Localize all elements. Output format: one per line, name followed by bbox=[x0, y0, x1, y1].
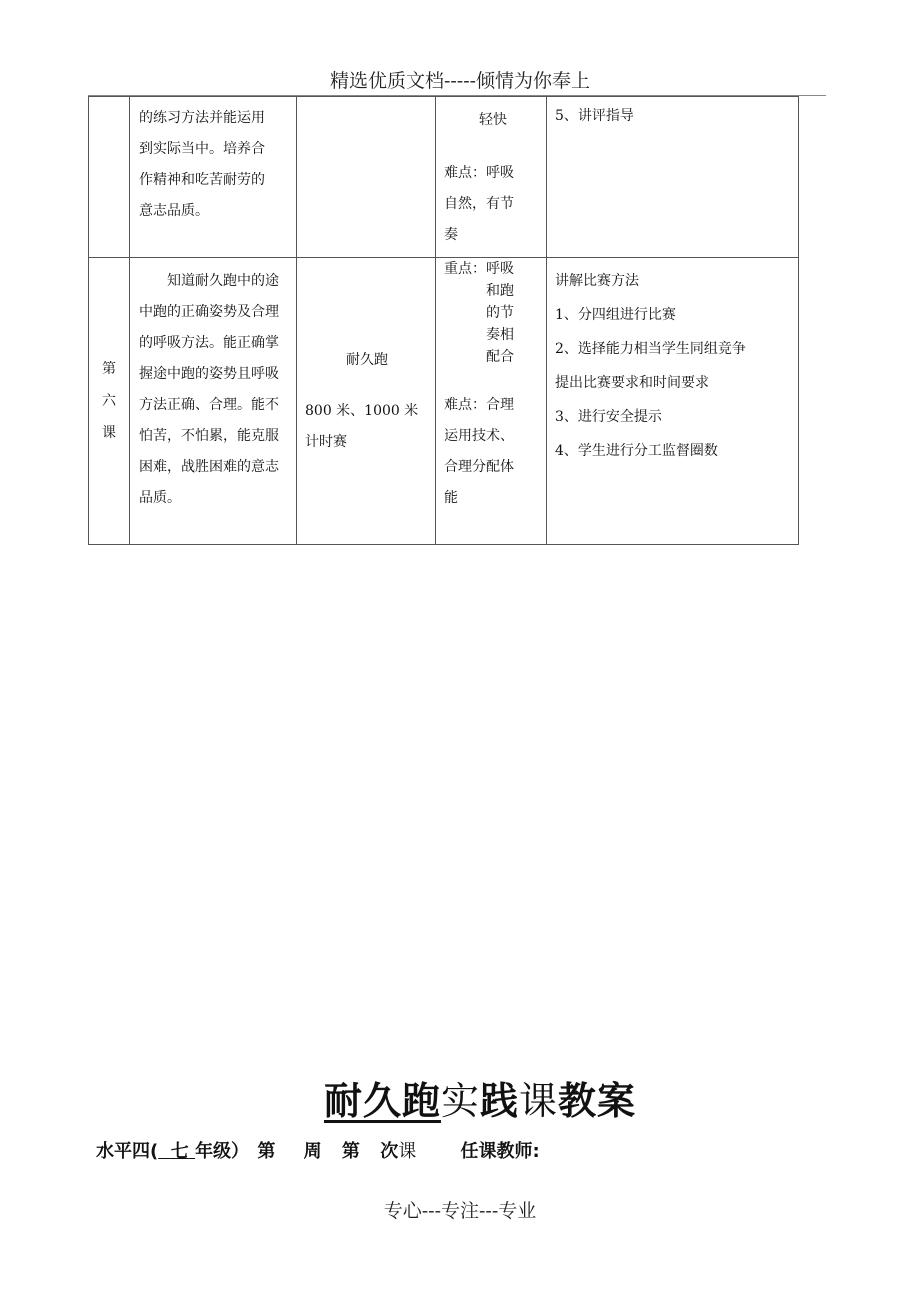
week-label: 周 bbox=[303, 1141, 322, 1162]
method-cell bbox=[547, 258, 799, 545]
objective-line: 的练习方法并能运用 bbox=[139, 110, 265, 126]
page-footer: 专心---专注---专业 bbox=[383, 1200, 537, 1222]
objective-cell bbox=[130, 97, 297, 258]
method-cell bbox=[547, 97, 799, 258]
lesson-char: 第 bbox=[102, 361, 116, 377]
method-line: 5、讲评指导 bbox=[555, 108, 634, 124]
key-line: 奏相 bbox=[486, 327, 514, 343]
difficulty-label: 难点： bbox=[444, 165, 486, 181]
key-difficulty-cell bbox=[436, 258, 547, 545]
lesson-plan-table bbox=[88, 96, 799, 545]
difficulty-line: 奏 bbox=[444, 227, 458, 243]
method-line: 3、进行安全提示 bbox=[555, 409, 662, 425]
method-line: 4、学生进行分工监督圈数 bbox=[555, 443, 718, 459]
method-line: 1、分四组进行比赛 bbox=[555, 307, 676, 323]
method-line: 讲解比赛方法 bbox=[555, 273, 639, 289]
content-line: 800 米、1000 米 bbox=[305, 402, 419, 419]
difficulty-line: 自然，有节 bbox=[444, 196, 514, 212]
content-line: 计时赛 bbox=[305, 433, 347, 450]
lesson-cell bbox=[89, 97, 130, 258]
objective-line: 意志品质。 bbox=[139, 203, 209, 219]
lesson-di: 第 bbox=[341, 1141, 360, 1162]
table-row bbox=[89, 258, 799, 545]
key-difficulty-cell bbox=[436, 97, 547, 258]
difficulty-line: 运用技术、 bbox=[444, 428, 514, 444]
method-line: 提出比赛要求和时间要求 bbox=[555, 375, 709, 391]
title-topic: 耐久跑 bbox=[323, 1079, 441, 1123]
content-cell bbox=[297, 258, 436, 545]
objective-line: 到实际当中。培养合 bbox=[139, 141, 265, 157]
week-di: 第 bbox=[257, 1141, 276, 1162]
difficulty-label: 难点： bbox=[444, 397, 486, 413]
teacher-label: 任课教师: bbox=[460, 1141, 540, 1162]
lesson-char: 课 bbox=[102, 425, 116, 441]
method-line: 2、选择能力相当学生同组竞争 bbox=[555, 341, 746, 357]
difficulty-line: 合理 bbox=[486, 397, 514, 413]
lesson-ci: 次 bbox=[380, 1141, 399, 1162]
difficulty-line: 呼吸 bbox=[486, 165, 514, 181]
key-line: 配合 bbox=[486, 349, 514, 365]
key-line: 的节 bbox=[486, 305, 514, 321]
lesson-plan-title bbox=[0, 1070, 920, 1125]
title-jiaoan: 教案 bbox=[558, 1079, 637, 1123]
key-label: 重点： bbox=[444, 261, 486, 277]
key-point-continuation: 轻快 bbox=[479, 112, 507, 128]
lesson-ke: 课 bbox=[398, 1141, 417, 1162]
key-line: 和跑 bbox=[486, 283, 514, 299]
difficulty-line: 合理分配体 bbox=[444, 459, 514, 475]
difficulty-line: 能 bbox=[444, 490, 458, 506]
grade-value: 七 bbox=[170, 1141, 189, 1162]
page-header: 精选优质文档-----倾情为你奉上 bbox=[329, 70, 591, 92]
grade-suffix: 年级） bbox=[195, 1141, 250, 1162]
objective-line: 作精神和吃苦耐劳的 bbox=[139, 172, 265, 188]
title-ke: 课 bbox=[519, 1079, 559, 1123]
content-cell bbox=[297, 97, 436, 258]
content-title: 耐久跑 bbox=[346, 351, 388, 368]
level-label: 水平四( bbox=[96, 1141, 159, 1162]
key-line: 呼吸 bbox=[486, 261, 514, 277]
lesson-info-line bbox=[96, 1137, 856, 1163]
lesson-cell bbox=[89, 258, 130, 545]
title-jian: 践 bbox=[479, 1079, 519, 1123]
objective-cell: 知道耐久跑中的途中跑的正确姿势及合理的呼吸方法。能正确掌握途中跑的姿势且呼吸方法正确、合理。能不怕苦，不怕累，能克服困难，战胜困难的意志品质。 bbox=[130, 258, 297, 545]
table-row bbox=[89, 97, 799, 258]
title-shi: 实 bbox=[440, 1079, 480, 1123]
lesson-char: 六 bbox=[102, 393, 116, 409]
